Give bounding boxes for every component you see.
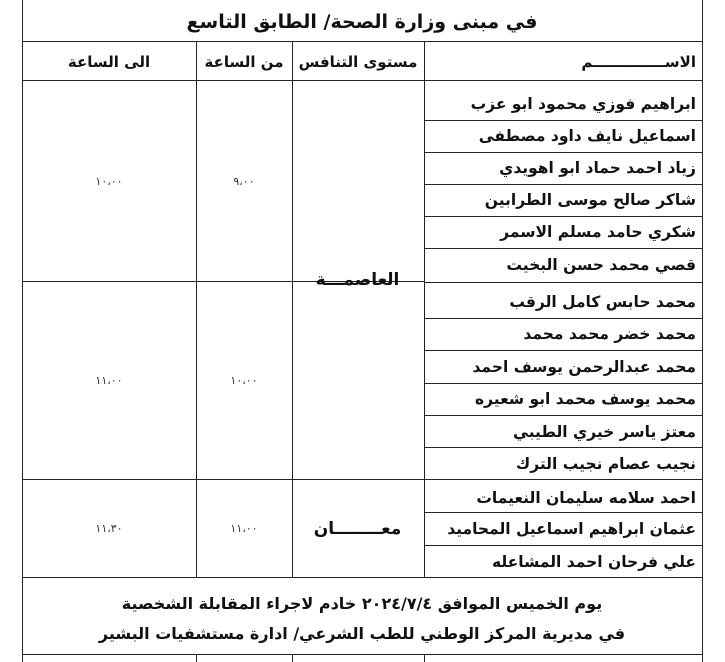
- stub-sep: [424, 654, 425, 662]
- name-row: معتز ياسر خيري الطيبي: [513, 423, 696, 441]
- header-from: من الساعة: [204, 53, 284, 71]
- level-capital: العاصمـــة: [315, 270, 400, 290]
- from-time: ١١،٠٠: [230, 522, 258, 535]
- name-row: محمد خضر محمد محمد: [523, 325, 696, 343]
- rule-above-footer: [22, 577, 703, 578]
- name-row: محمد عبدالرحمن يوسف احمد: [472, 358, 696, 376]
- to-time: ١١،٠٠: [95, 374, 123, 387]
- frame-right: [702, 0, 703, 662]
- name-row: علي فرحان احمد المشاعله: [491, 553, 696, 571]
- header-name: الاســــــــــــــم: [581, 53, 696, 71]
- row-rule: [424, 282, 702, 283]
- header-to: الى الساعة: [67, 53, 151, 71]
- name-row: اسماعيل نايف داود مصطفى: [478, 127, 696, 145]
- from-time: ١٠،٠٠: [230, 374, 258, 387]
- level-maan: معــــــــان: [313, 518, 402, 539]
- name-row: محمد يوسف محمد ابو شعيره: [474, 390, 696, 408]
- from-time: ٩،٠٠: [233, 174, 255, 188]
- name-row: زياد احمد حماد ابو اهويدي: [499, 159, 696, 177]
- rule-under-title: [22, 41, 703, 42]
- header-level: مستوى التنافس: [298, 53, 418, 71]
- stub-sep: [196, 654, 197, 662]
- footer-date-line: يوم الخميس الموافق ٢٠٢٤/٧/٤ خادم لاجراء المقابلة الشخصية: [121, 593, 603, 613]
- footer-place-line: في مديرية المركز الوطني للطب الشرعي/ ادارة مستشفيات البشير: [98, 623, 626, 643]
- name-row: قصي محمد حسن البخيت: [506, 256, 696, 274]
- name-row: نجيب عصام نجيب الترك: [516, 455, 696, 473]
- location-title: في مبنى وزارة الصحة/ الطابق التاسع: [186, 11, 538, 33]
- name-row: شكري حامد مسلم الاسمر: [500, 223, 696, 241]
- to-time: ١١،٣٠: [95, 522, 123, 535]
- name-row: احمد سلامه سليمان النعيمات: [476, 489, 696, 507]
- name-row: شاكر صالح موسى الطرابين: [484, 191, 696, 209]
- name-row: ابراهيم فوزي محمود ابو عزب: [470, 95, 696, 113]
- rule-bottom: [22, 654, 703, 655]
- name-row: محمد حابس كامل الرقب: [509, 293, 696, 311]
- to-time: ١٠،٠٠: [95, 174, 123, 188]
- name-row: عثمان ابراهيم اسماعيل المحاميد: [447, 520, 696, 538]
- stub-sep: [292, 654, 293, 662]
